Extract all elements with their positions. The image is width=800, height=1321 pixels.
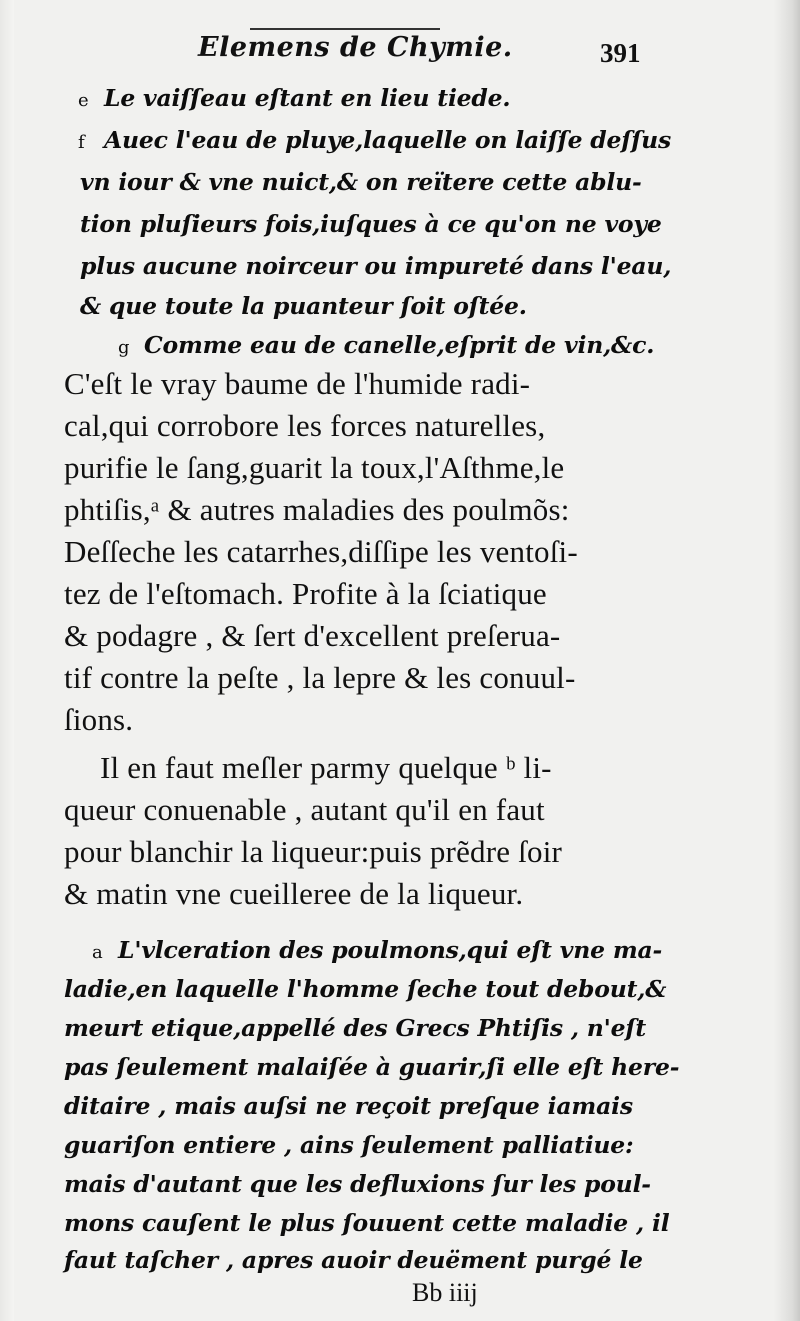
note-line <box>64 1246 644 1274</box>
note-text: L'vlceration des poulmons,qui eſt vne ma- <box>118 936 663 964</box>
body-line: ſions. <box>64 702 134 737</box>
note-text: ladie,en laquelle l'homme ſeche tout debout,& <box>64 975 667 1003</box>
body-line: phtiſis,ᵃ & autres maladies des poulmõs: <box>64 492 570 527</box>
body-line: tif contre la peſte , la lepre & les conuul- <box>64 660 576 695</box>
note-text: plus aucune noirceur ou impureté dans l'eau, <box>80 252 672 280</box>
body-line: tez de l'eſtomach. Profite à la ſciatique <box>64 576 547 611</box>
note-line <box>78 84 658 112</box>
note-line <box>64 1014 644 1042</box>
note-line <box>64 1170 651 1198</box>
page-right-edge <box>774 0 800 1321</box>
note-text: faut taſcher , apres auoir deuëment purgé le <box>64 1246 643 1274</box>
body-line: Il en faut meſler parmy quelque ᵇ li- <box>100 750 552 785</box>
note-mark: e <box>78 90 89 111</box>
note-line <box>64 1131 644 1159</box>
note-text: & que toute la puanteur ſoit oſtée. <box>80 292 527 320</box>
note-line <box>80 210 660 238</box>
note-text: vn iour & vne nuict,& on reïtere cette ablu- <box>80 168 642 196</box>
note-line <box>64 1053 680 1081</box>
signature-mark: Bb iiij <box>412 1278 478 1307</box>
page-number: 391 <box>600 38 641 68</box>
note-text: Le vaiſſeau eſtant en lieu tiede. <box>104 84 511 112</box>
note-text: meurt etique,appellé des Grecs Phtiſis , n'eſt <box>64 1014 646 1042</box>
body-line: & matin vne cueilleree de la liqueur. <box>64 876 524 911</box>
note-text: mais d'autant que les defluxions ſur les poul- <box>64 1170 651 1198</box>
note-mark: a <box>92 942 103 963</box>
running-head: Elemens de Chymie. <box>198 32 513 63</box>
body-line: pour blanchir la liqueur:puis prẽdre ſoir <box>64 834 563 869</box>
note-line <box>64 1092 644 1120</box>
note-text: pas ſeulement malaiſée à guarir,ſi elle eſt here- <box>64 1053 680 1081</box>
note-line <box>92 936 672 964</box>
note-line <box>80 168 660 196</box>
body-line: Deſſeche les catarrhes,diſſipe les ventoſi- <box>64 534 578 569</box>
body-line: queur conuenable , autant qu'il en faut <box>64 792 545 827</box>
note-line <box>78 126 672 154</box>
note-text: tion pluſieurs fois,iuſques à ce qu'on ne voye <box>80 210 662 238</box>
page-left-edge <box>0 0 14 1321</box>
note-mark: f <box>78 132 85 153</box>
note-text: ditaire , mais auſsi ne reçoit preſque iamais <box>64 1092 633 1120</box>
header-rule <box>250 28 440 30</box>
body-line: & podagre , & ſert d'excellent preſerua- <box>64 618 561 653</box>
note-line <box>80 292 660 320</box>
note-mark: g <box>118 337 130 358</box>
body-line: cal,qui corrobore les forces naturelles, <box>64 408 546 443</box>
note-line <box>64 1209 670 1237</box>
note-line <box>64 975 667 1003</box>
note-line <box>118 331 698 359</box>
body-line: C'eſt le vray baume de l'humide radi- <box>64 366 531 401</box>
note-text: Auec l'eau de pluye,laquelle on laiſſe deſſus <box>104 126 672 154</box>
note-text: mons cauſent le plus ſouuent cette maladie , il <box>64 1209 670 1237</box>
body-line: purifie le ſang,guarit la toux,l'Aſthme,le <box>64 450 565 485</box>
note-line <box>80 252 672 280</box>
note-text: guariſon entiere , ains ſeulement palliatiue: <box>64 1131 634 1159</box>
note-text: Comme eau de canelle,eſprit de vin,&c. <box>144 331 655 359</box>
